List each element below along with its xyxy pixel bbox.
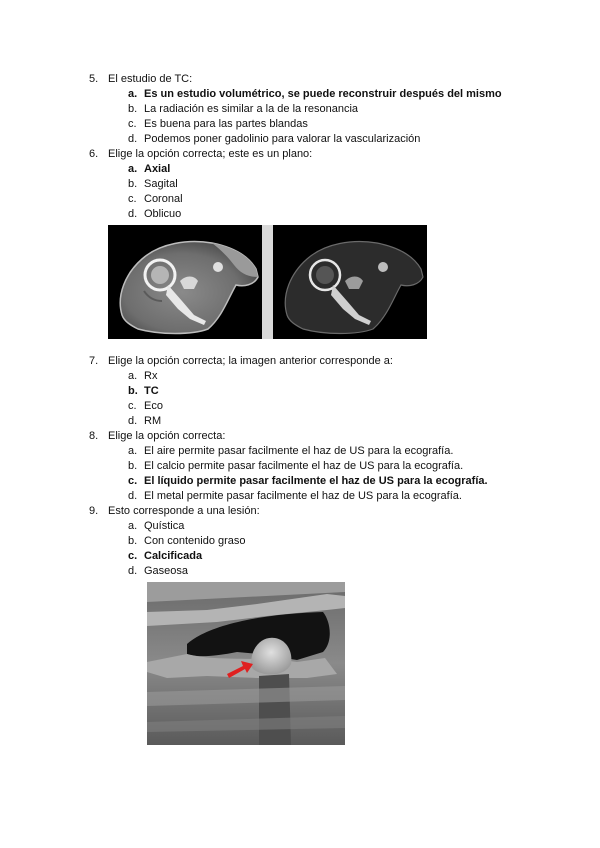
option-6a: a. Axial (128, 163, 171, 175)
question-text: Esto corresponde a una lesión: (108, 505, 260, 517)
option-8c: c. El líquido permite pasar facilmente el haz de US para la ecografía. (128, 475, 488, 487)
image-separator (262, 225, 273, 339)
option-9c: c. Calcificada (128, 550, 203, 562)
option-9a: a. Quística (128, 520, 185, 532)
option-6c: c. Coronal (128, 193, 183, 205)
option-8a: a. El aire permite pasar facilmente el haz de US para la ecografía. (128, 445, 454, 457)
option-7c: c. Eco (128, 400, 163, 412)
option-5b: b. La radiación es similar a la de la resonancia (128, 103, 359, 115)
option-8d: d. El metal permite pasar facilmente el haz de US para la ecografía. (128, 490, 462, 502)
option-6b: b. Sagital (128, 178, 178, 190)
question-8: 8. Elige la opción correcta: (89, 430, 226, 442)
question-6: 6. Elige la opción correcta; este es un plano: (89, 148, 313, 160)
option-5d: d. Podemos poner gadolinio para valorar la vascularización (128, 133, 421, 145)
option-7a: a. Rx (128, 370, 158, 382)
option-6d: d. Oblicuo (128, 208, 182, 220)
question-text: Elige la opción correcta; este es un plano: (108, 148, 313, 160)
option-5a: a. Es un estudio volumétrico, se puede reconstruir después del mismo (128, 88, 502, 100)
option-7b: b. TC (128, 385, 159, 397)
option-5c: c. Es buena para las partes blandas (128, 118, 308, 130)
question-text: El estudio de TC: (108, 73, 193, 85)
question-text: Elige la opción correcta; la imagen anterior corresponde a: (108, 355, 393, 367)
ct-image-soft-tissue (108, 225, 262, 339)
question-9: 9. Esto corresponde a una lesión: (89, 505, 260, 517)
question-7: 7. Elige la opción correcta; la imagen anterior corresponde a: (89, 355, 393, 367)
option-9b: b. Con contenido graso (128, 535, 246, 547)
ultrasound-image (147, 582, 345, 745)
option-9d: d. Gaseosa (128, 565, 189, 577)
question-text: Elige la opción correcta: (108, 430, 226, 442)
question-5: 5. El estudio de TC: (89, 73, 193, 85)
option-8b: b. El calcio permite pasar facilmente el haz de US para la ecografía. (128, 460, 464, 472)
option-7d: d. RM (128, 415, 162, 427)
ct-image-bone-window (273, 225, 427, 339)
